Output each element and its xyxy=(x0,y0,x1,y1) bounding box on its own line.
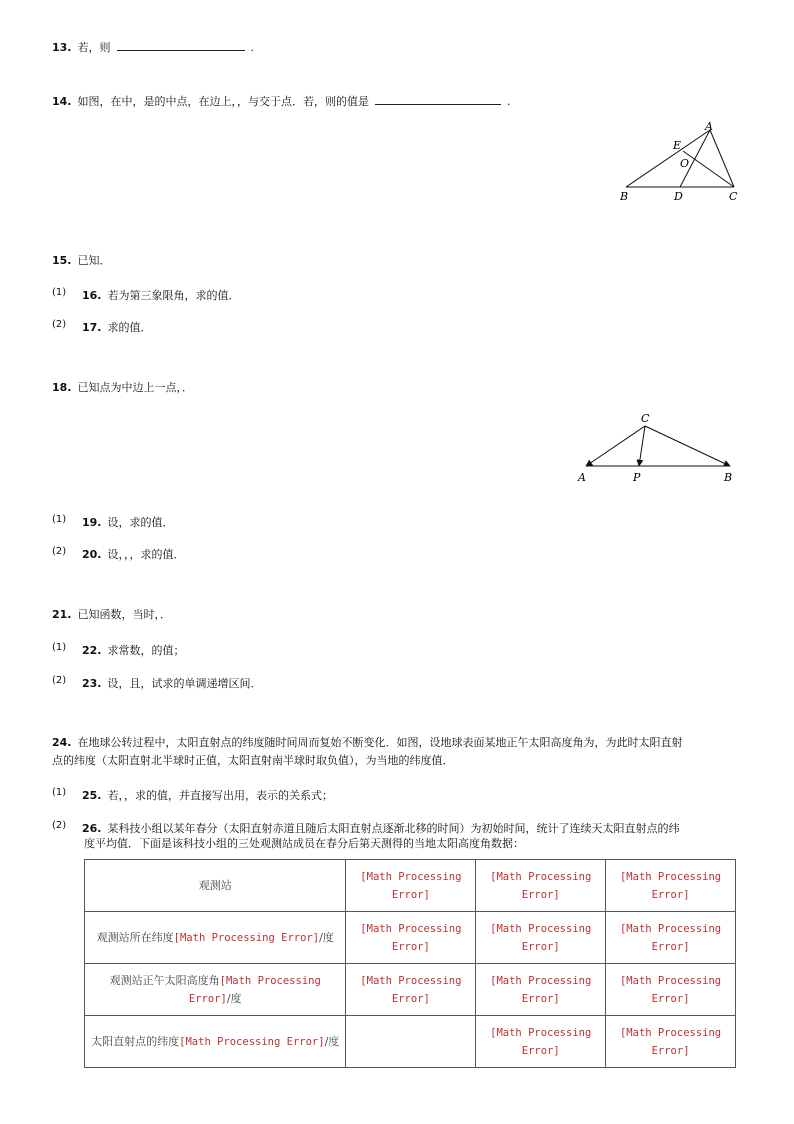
row-label-subsolar-latitude: 太阳直射点的纬度[Math Processing Error]/度 xyxy=(85,1016,346,1068)
vector-cp xyxy=(639,426,645,466)
question-number: 18. xyxy=(52,381,72,394)
sub-marker: (1) xyxy=(52,642,67,653)
label-a: A xyxy=(705,120,713,133)
question-26 xyxy=(52,818,680,837)
sub-marker: (2) xyxy=(52,675,67,686)
label-o: O xyxy=(680,157,690,170)
table-cell: [Math Processing Error] xyxy=(606,860,736,912)
label-b: B xyxy=(620,190,629,203)
answer-blank[interactable] xyxy=(375,94,501,105)
question-text: 若为第三象限角，求的值． xyxy=(107,289,240,302)
sub-marker: (2) xyxy=(52,820,67,831)
side-ba xyxy=(626,130,710,187)
table-row xyxy=(85,860,736,912)
question-text: 已知函数，当时，． xyxy=(77,608,171,621)
question-text-line1: 某科技小组以某年春分（太阳直射赤道且随后太阳直射点逐渐北移的时间）为初始时间，统计了连续天太阳直射点的纬 xyxy=(107,822,680,835)
question-number: 17. xyxy=(82,321,102,334)
sub-marker: (1) xyxy=(52,787,67,798)
question-15 xyxy=(52,253,111,269)
label-e: E xyxy=(673,139,682,152)
question-number: 20. xyxy=(82,548,102,561)
question-number: 24. xyxy=(52,736,72,749)
question-number: 25. xyxy=(82,789,102,802)
row-label-latitude: 观测站所在纬度[Math Processing Error]/度 xyxy=(85,912,346,964)
question-text: 已知点为中边上一点，． xyxy=(77,381,193,394)
sub-marker: (1) xyxy=(52,514,67,525)
table-row xyxy=(85,964,736,1016)
question-end: . xyxy=(250,41,254,54)
question-24 xyxy=(52,735,683,751)
question-text: 设，求的值． xyxy=(107,516,174,529)
table-cell: [Math Processing Error] xyxy=(476,1016,606,1068)
question-19 xyxy=(52,512,174,531)
question-text: 若，则 xyxy=(77,41,111,54)
question-16 xyxy=(52,285,240,304)
question-end: . xyxy=(507,95,511,108)
table-cell: [Math Processing Error] xyxy=(476,860,606,912)
label-b: B xyxy=(724,471,733,484)
question-25 xyxy=(52,785,333,804)
table-cell: [Math Processing Error] xyxy=(606,912,736,964)
question-14 xyxy=(52,94,511,110)
table-row xyxy=(85,1016,736,1068)
question-number: 19. xyxy=(82,516,102,529)
question-text: 已知． xyxy=(77,254,111,267)
question-number: 15. xyxy=(52,254,72,267)
question-13 xyxy=(52,40,254,56)
question-26-continued xyxy=(84,836,524,852)
label-c: C xyxy=(729,190,738,203)
table-cell: [Math Processing Error] xyxy=(606,1016,736,1068)
question-24-continued xyxy=(52,753,454,769)
row-label-station: 观测站 xyxy=(85,860,346,912)
question-number: 14. xyxy=(52,95,72,108)
question-23 xyxy=(52,673,262,692)
vector-ca xyxy=(586,426,645,466)
vector-cb xyxy=(645,426,730,466)
question-number: 13. xyxy=(52,41,72,54)
sub-marker: (2) xyxy=(52,319,67,330)
question-text: 如图，在中，是的中点，在边上，，与交于点．若，则的值是 xyxy=(77,95,369,108)
question-text-line2: 度平均值．下面是该科技小组的三处观测站成员在春分后第天测得的当地太阳高度角数据： xyxy=(84,837,524,850)
question-17 xyxy=(52,317,152,336)
table-cell: [Math Processing Error] xyxy=(346,912,476,964)
question-number: 16. xyxy=(82,289,102,302)
table-cell: [Math Processing Error] xyxy=(346,860,476,912)
table-cell: [Math Processing Error] xyxy=(606,964,736,1016)
answer-blank[interactable] xyxy=(117,40,245,51)
question-number: 26. xyxy=(82,822,102,835)
row-label-sun-angle: 观测站正午太阳高度角[Math Processing Error]/度 xyxy=(85,964,346,1016)
question-21 xyxy=(52,607,171,623)
table-cell: [Math Processing Error] xyxy=(476,964,606,1016)
question-text: 设，且，试求的单调递增区间． xyxy=(107,677,262,690)
table-cell: [Math Processing Error] xyxy=(476,912,606,964)
sub-marker: (1) xyxy=(52,287,67,298)
triangle-figure-14 xyxy=(612,118,742,206)
question-20 xyxy=(52,544,185,563)
question-number: 22. xyxy=(82,644,102,657)
table-row xyxy=(85,912,736,964)
observation-table xyxy=(84,859,736,1068)
question-number: 23. xyxy=(82,677,102,690)
label-d: D xyxy=(674,190,683,203)
sub-marker: (2) xyxy=(52,546,67,557)
question-text: 若，，求的值，并直接写出用，表示的关系式； xyxy=(107,789,333,802)
question-text-line2: 点的纬度（太阳直射北半球时正值，太阳直射南半球时取负值），为当地的纬度值． xyxy=(52,754,454,767)
question-22 xyxy=(52,640,185,659)
table-cell-empty xyxy=(346,1016,476,1068)
triangle-figure-18 xyxy=(572,410,744,488)
question-text: 设，，，求的值． xyxy=(107,548,185,561)
question-text: 求的值． xyxy=(107,321,152,334)
question-text: 求常数，的值； xyxy=(107,644,185,657)
label-a: A xyxy=(578,471,586,484)
question-text-line1: 在地球公转过程中，太阳直射点的纬度随时间周而复始不断变化．如图，设地球表面某地正午太阳高度角为，为此时太阳直射 xyxy=(77,736,683,749)
question-number: 21. xyxy=(52,608,72,621)
question-18 xyxy=(52,380,193,396)
table-cell: [Math Processing Error] xyxy=(346,964,476,1016)
label-c: C xyxy=(641,412,650,425)
label-p: P xyxy=(633,471,641,484)
